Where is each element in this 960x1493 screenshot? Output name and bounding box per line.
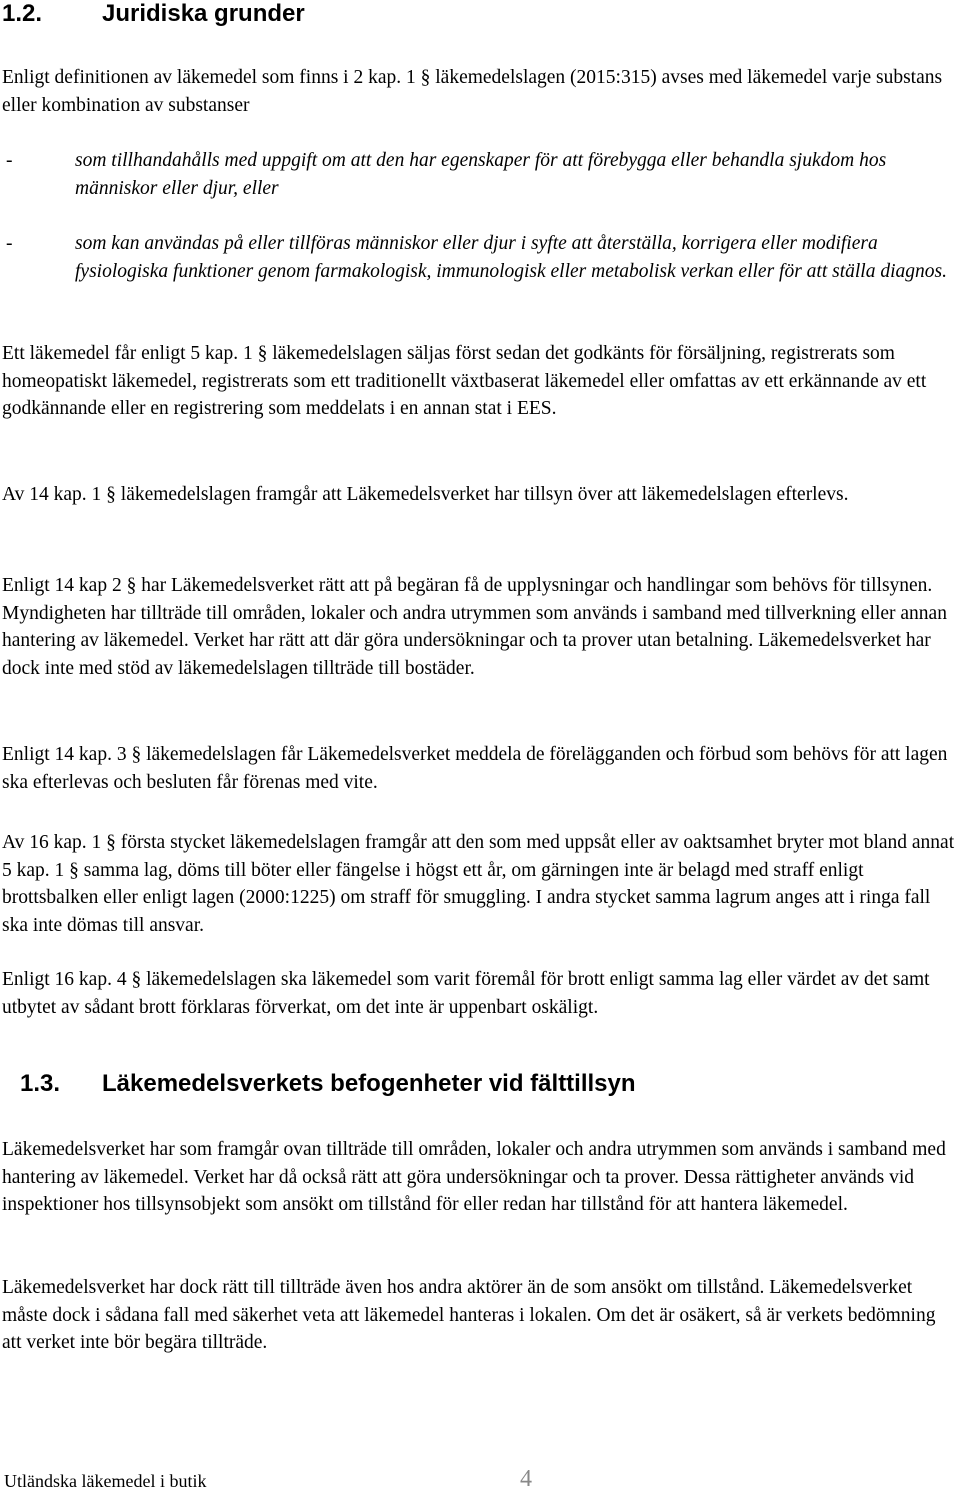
list-item [2,230,958,285]
paragraph-penalties: Av 16 kap. 1 § första stycket läkemedelslagen framgår att den som med uppsåt eller av oaktsamhet bryter mot bland annat 5 kap. 1 § samma lag, döms till böter eller fängelse i högst ett år, om gärningen inte är belagd med straff enligt brottsbalken eller enligt lagen (2000:1225) om straff för smuggling. I andra stycket samma lagrum anges att i ringa fall ska inte dömas till ansvar. [2,832,955,936]
section-heading-1-2 [2,0,305,28]
section-number: 1.2. [2,0,43,27]
paragraph-supervision: Av 14 kap. 1 § läkemedelslagen framgår att Läkemedelsverket har tillsyn över att läkemedelslagen efterlevs. [2,484,849,505]
paragraph-approval: Ett läkemedel får enligt 5 kap. 1 § läkemedelslagen säljas först sedan det godkänts för försäljning, registrerats som homeopatiskt läkemedel, registrerats som ett traditionellt växtbaserat läkemedel eller omfattas av ett erkännande av ett godkännande eller en registrering som meddelats i en annan stat i EES. [2,343,927,419]
paragraph-definition: Enligt definitionen av läkemedel som finns i 2 kap. 1 § läkemedelslagen (2015:315) avses med läkemedel varje substans eller kombination av substanser [2,67,943,116]
list-dash: - [6,150,13,171]
list-item [2,147,958,202]
list-dash: - [6,233,13,254]
paragraph-forfeiture: Enligt 16 kap. 4 § läkemedelslagen ska läkemedel som varit föremål för brott enligt samma lag eller värdet av det samt utbytet av sådant brott förklaras förverkat, om det inte är uppenbart oskäligt. [2,969,930,1018]
paragraph-access-others: Läkemedelsverket har dock rätt till tillträde även hos andra aktörer än de som ansökt om tillstånd. Läkemedelsverket måste dock i sådana fall med säkerhet veta att läkemedel hanteras i lokalen. Om det är osäkert, så är verkets bedömning att verket inte bör begära tillträde. [2,1277,936,1353]
paragraph-inspection-rights: Läkemedelsverket har som framgår ovan tillträde till områden, lokaler och andra utrymmen som används i samband med hantering av läkemedel. Verket har då också rätt att göra undersökningar och ta prover. Dessa rättigheter används vid inspektioner hos tillsynsobjekt som ansökt om tillstånd för eller redan har tillstånd för att hantera läkemedel. [2,1139,946,1215]
paragraph-information-access: Enligt 14 kap 2 § har Läkemedelsverket rätt att på begäran få de upplysningar och handlingar som behövs för tillsynen. Myndigheten har tillträde till områden, lokaler och andra utrymmen som används i samband med tillverkning eller annan hantering av läkemedel. Verket har rätt att där göra undersökningar och ta prover utan betalning. Läkemedelsverket har dock inte med stöd av läkemedelslagen tillträde till bostäder. [2,575,947,679]
list-item-text: som tillhandahålls med uppgift om att den har egenskaper för att förebygga eller behandla sjukdom hos människor eller djur, eller [75,150,887,199]
section-heading-1-3 [20,1070,636,1098]
section-title: Juridiska grunder [102,0,305,27]
list-item-text: som kan användas på eller tillföras människor eller djur i syfte att återställa, korrigera eller modifiera fysiologiska funktioner genom farmakologisk, immunologisk eller metabolisk verkan eller för att ställa diagnos. [75,233,947,282]
footer-document-title: Utländska läkemedel i butik [4,1471,207,1491]
paragraph-orders: Enligt 14 kap. 3 § läkemedelslagen får Läkemedelsverket meddela de förelägganden och förbud som behövs för att lagen ska efterlevas och besluten får förenas med vite. [2,744,948,793]
section-title: Läkemedelsverkets befogenheter vid fälttillsyn [102,1070,636,1097]
section-number: 1.3. [20,1070,61,1097]
footer-page-number: 4 [520,1466,532,1492]
